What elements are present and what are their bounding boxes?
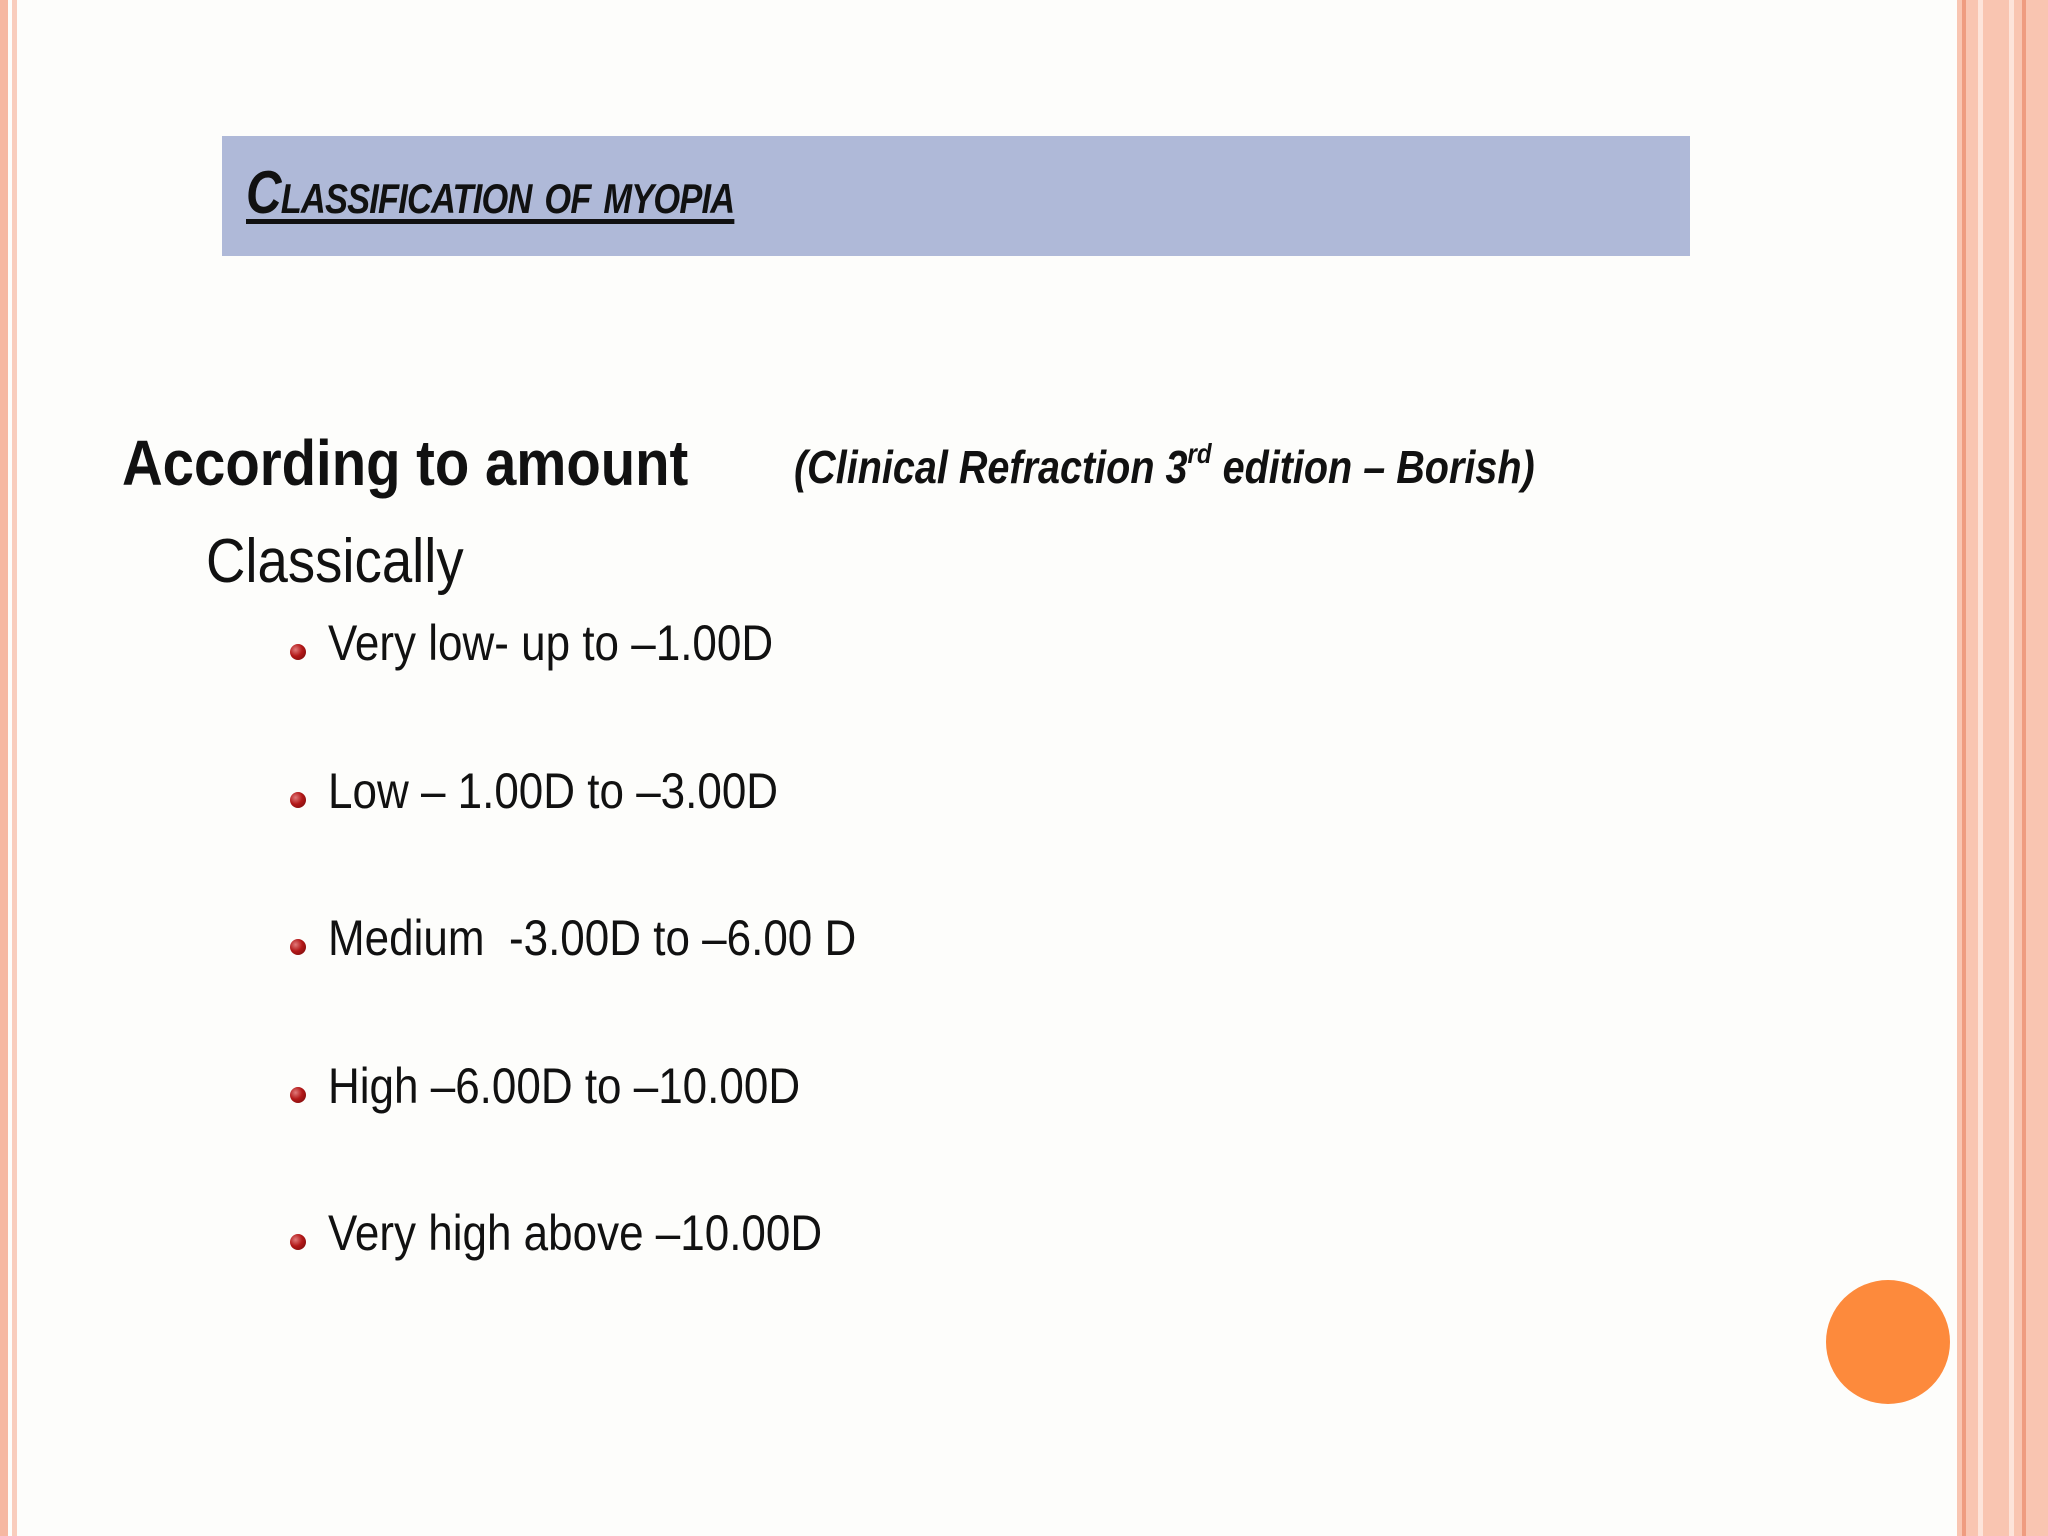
slide-title: Classification of myopia (246, 159, 735, 226)
bullet-icon (290, 939, 306, 955)
subheading: Classically (206, 527, 464, 596)
left-border-stripe-inner (12, 0, 17, 1536)
reference-citation (794, 440, 1535, 494)
right-border-line (2009, 0, 2014, 1536)
bullet-icon (290, 792, 306, 808)
bullet-icon (290, 1234, 306, 1250)
list-item-text: Very high above –10.00D (328, 1205, 823, 1261)
right-border-band (1957, 0, 2048, 1536)
right-border-line (1962, 0, 1966, 1536)
right-border-line (2022, 0, 2026, 1536)
bullet-icon (290, 1087, 306, 1103)
list-item-text: High –6.00D to –10.00D (328, 1057, 801, 1114)
reference-suffix: edition – Borish) (1211, 441, 1535, 493)
right-border-line (1978, 0, 1983, 1536)
list-item-text: Very low- up to –1.00D (328, 615, 774, 671)
bullet-icon (290, 644, 306, 660)
left-border-stripe (0, 0, 8, 1536)
decorative-circle (1826, 1280, 1950, 1404)
reference-prefix: (Clinical Refraction 3 (794, 441, 1188, 493)
reference-superscript: rd (1187, 438, 1212, 469)
list-item-text: Low – 1.00D to –3.00D (328, 762, 779, 819)
section-heading: According to amount (122, 427, 689, 499)
list-item-text: Medium -3.00D to –6.00 D (328, 910, 857, 966)
